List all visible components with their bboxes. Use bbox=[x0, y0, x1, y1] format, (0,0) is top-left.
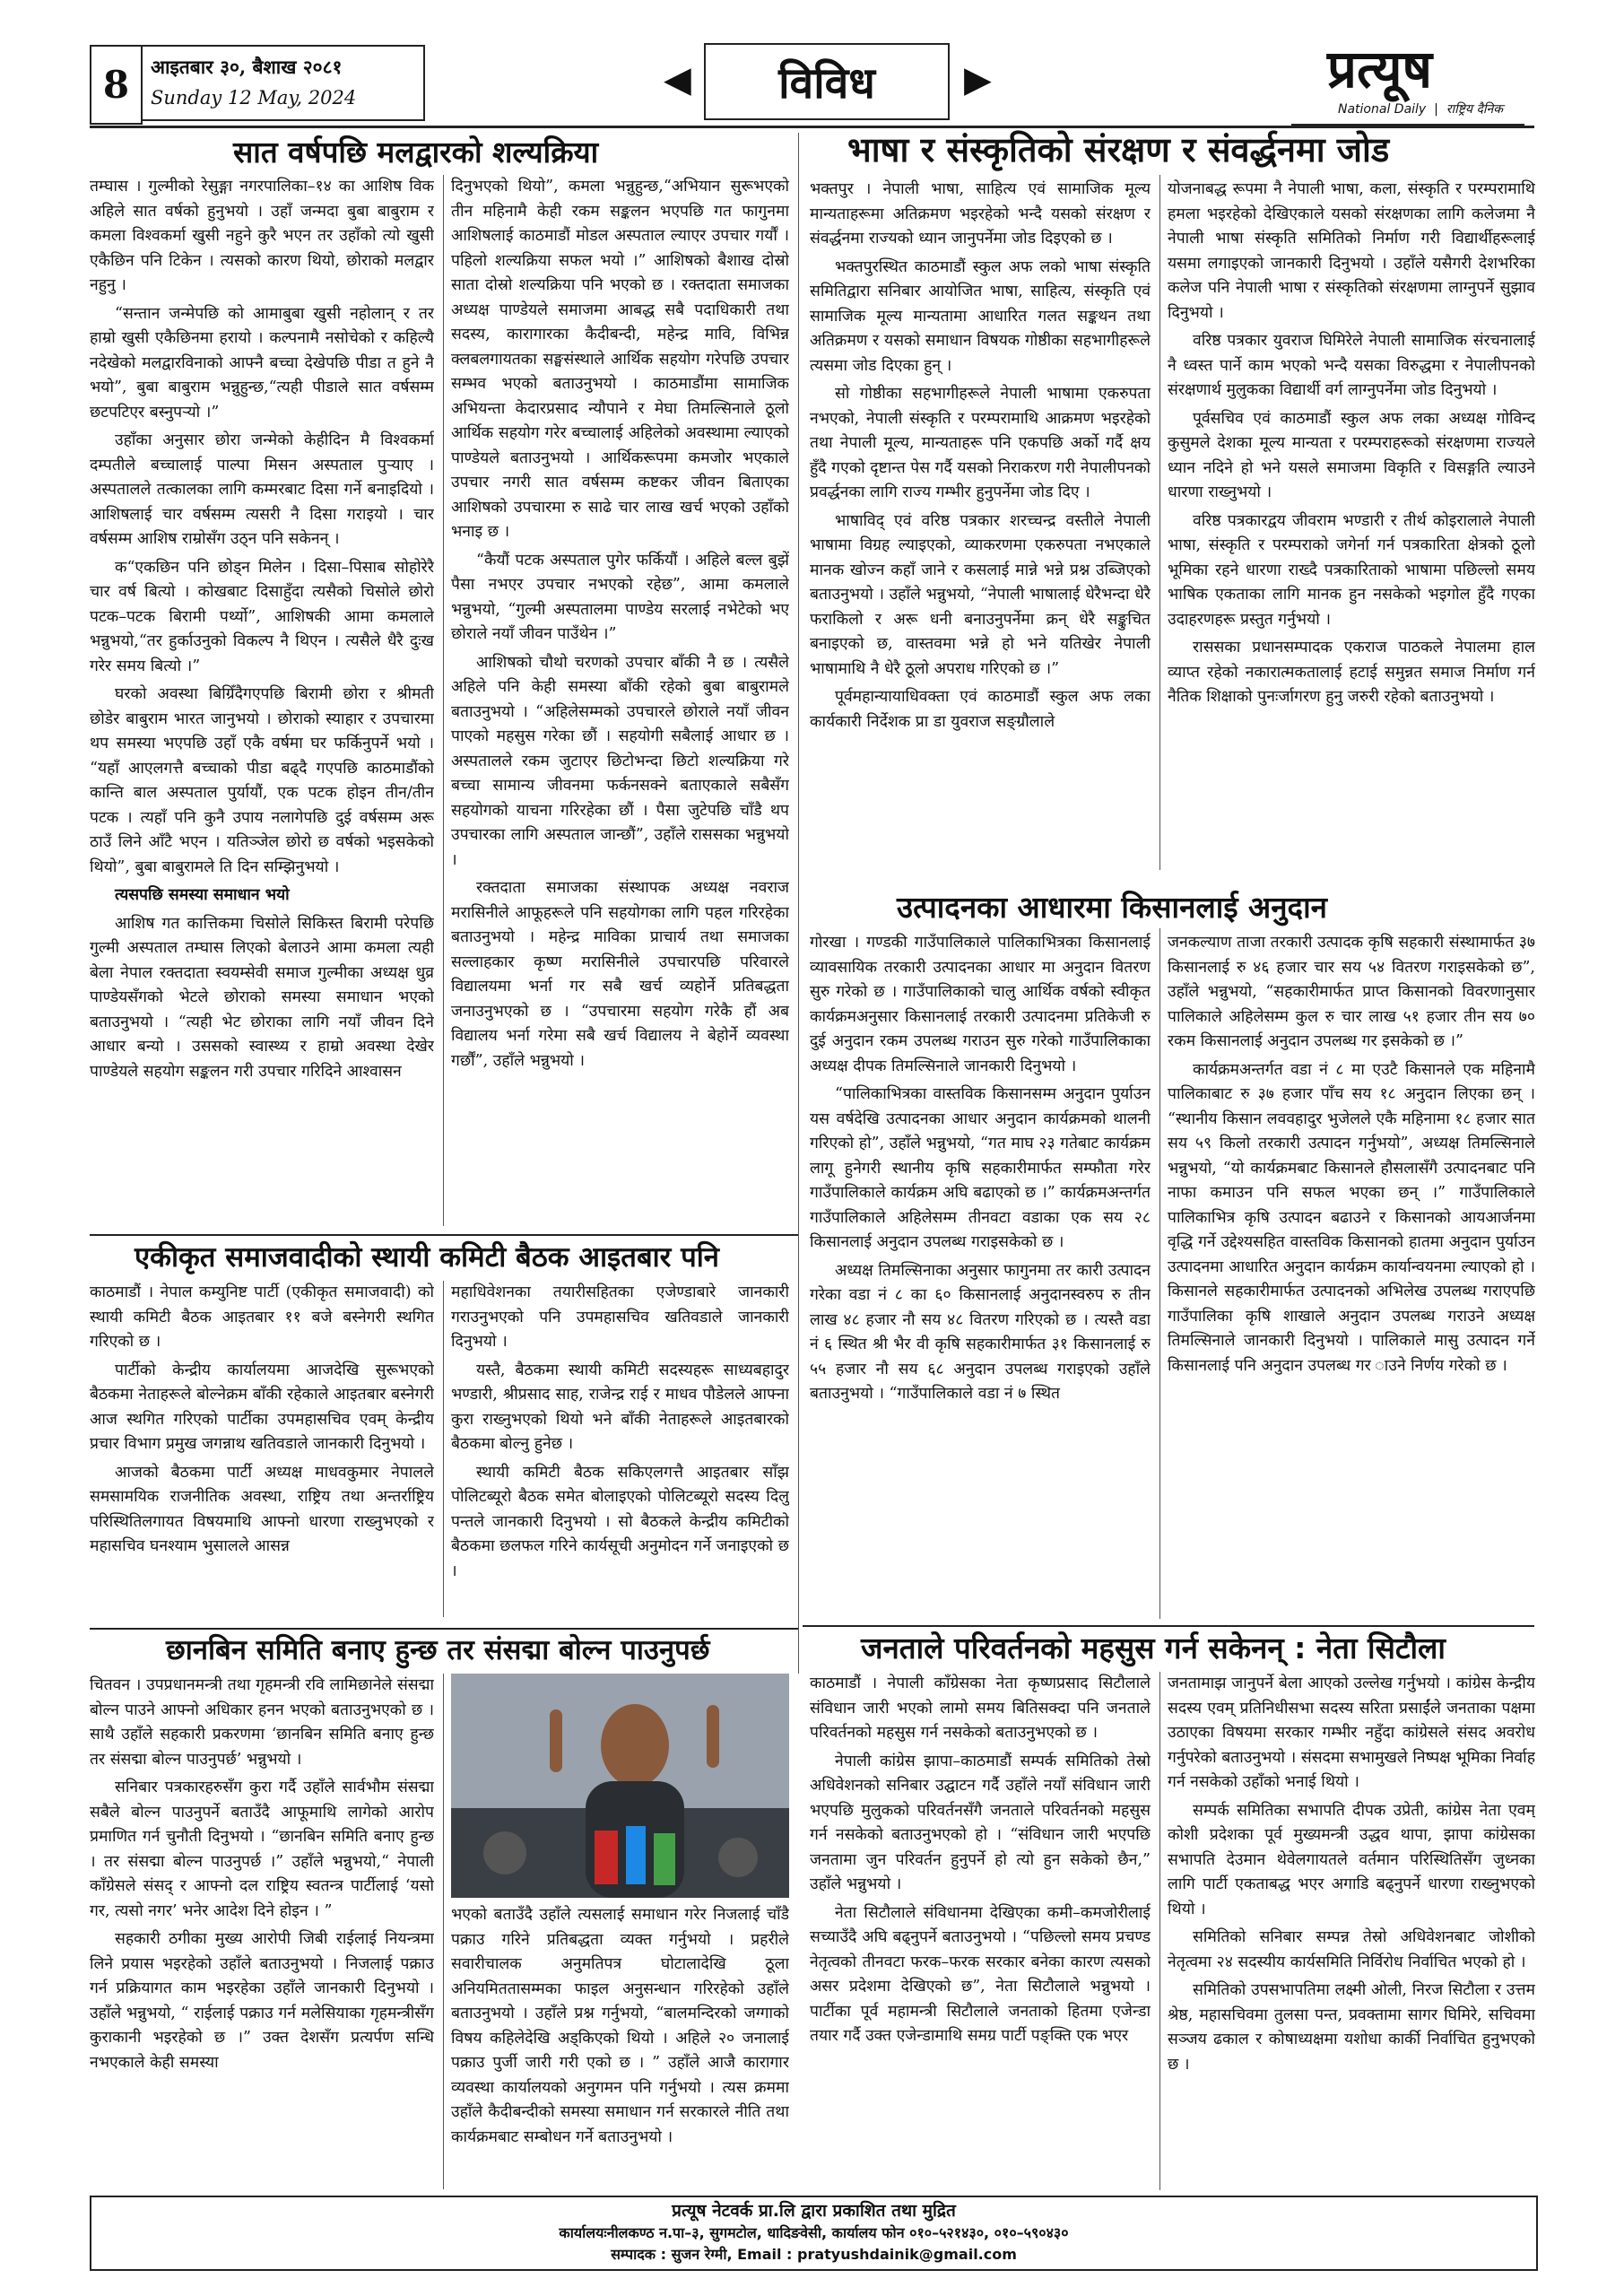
paragraph: दिनुभएको थियो”, कमला भन्नुहुन्छ,“अभियान सुरूभएको तीन महिनामै केही रकम सङ्कलन भएपछि गत फागुनमा आशिषलाई काठमाडौं मोडल अस्पताल ल्याएर उपचार गर्यौं । पहिलो शल्यक्रिया सफल भयो ।” आशिषको बैशाख दोस्रो साता दोस्रो शल्यक्रिया पनि भएको छ । रक्तदाता समाजका अध्यक्ष पाण्डेयले समाजमा आबद्ध सबै पदाधिकारी तथा सदस्य, कारागारका कैदीबन्दी, महेन्द्र मावि, विभिन्न क्लबलगायतका सङ्घसंस्थाले आर्थिक सहयोग गरेपछि उपचार सम्भव भएको बताउनुभयो । काठमाडौंमा सामाजिक अभियन्ता केदारप्रसाद न्यौपाने र मेघा तिमल्सिनाले ठूलो आर्थिक सहयोग गरेर बच्चालाई अहिलेको अवस्थामा ल्याएको पाण्डेयले बताउनुभयो । आर्थिकरूपमा कमजोर भएकाले उपचार नगरी सात वर्षसम्म कष्टकर जीवन बिताएका आशिषको उपचारमा रु साढे चार लाख खर्च भएको उहाँको भनाइ छ । bbox=[451, 178, 789, 541]
headline-language: भाषा र संस्कृतिको संरक्षण र संवर्द्धनमा जोड bbox=[847, 130, 1390, 170]
subheading: त्यसपछि समस्या समाधान भयो bbox=[115, 886, 290, 904]
paragraph: पूर्वसचिव एवं काठमाडौं स्कुल अफ लका अध्यक्ष गोविन्द कुसुमले देशका मूल्य मान्यता र परम्पराहरूको संरक्षणमा राज्यले ध्यान नदिने हो भने यसले समाजमा विकृति र विसङ्गति ल्याउने धारणा राख्नुभयो । bbox=[1168, 409, 1535, 501]
logo-subtitle: National Daily | राष्ट्रिय दैनिक bbox=[1338, 102, 1504, 117]
paragraph: राससका प्रधानसम्पादक एकराज पाठकले नेपालमा हाल व्याप्त रहेको नकारात्मकतालाई हटाई समुन्नत समाज निर्माण गर्न नैतिक शिक्षाको पुनःर्जागरण हुनु जरुरी रहेको बताउनुभयो । bbox=[1168, 639, 1535, 706]
paragraph: “कैयौं पटक अस्पताल पुगेर फर्कियौं । अहिले बल्ल बुझें पैसा नभएर उपचार नभएको रहेछ”, आमा कमलाले भन्नुभयो, “गुल्मी अस्पतालमा पाण्डेय सरलाई नभेटेको भए छोराले नयाँ जीवन पाउँथेन ।” bbox=[451, 551, 789, 643]
art4-col1 bbox=[90, 1281, 434, 1617]
paragraph: पूर्वमहान्यायाधिवक्ता एवं काठमाडौं स्कुल अफ लका कार्यकारी निर्देशक प्रा डा युवराज सङ्ग्रौलाले bbox=[810, 688, 1151, 731]
paragraph: पार्टीको केन्द्रीय कार्यालयमा आजदेखि सुरूभएको बैठकमा नेताहरूले बोल्नेक्रम बाँकी रहेकाले आइतबार बस्नेगरी आज स्थगित गरिएको पार्टीका उपमहासचिव एवम् केन्द्रीय प्रचार विभाग प्रमुख जगन्नाथ खतिवडाले जानकारी दिनुभयो । bbox=[90, 1361, 434, 1453]
paragraph: उहाँका अनुसार छोरा जन्मेको केहीदिन मै विश्वकर्मा दम्पतीले बच्चालाई पाल्पा मिसन अस्पताल पुऱ्याए । अस्पतालले तत्कालका लागि कम्मरबाट दिसा गर्ने बनाइदियो । आशिषलाई चार वर्षसम्म त्यसरी नै दिसा गराइयो । चार वर्षसम्म आशिष राम्रोसँग उठ्न पनि सकेनन् । bbox=[90, 431, 434, 548]
footer-editor: सम्पादक : सुजन रेग्मी, Email : pratyushdainik@gmail.com bbox=[611, 2246, 1017, 2263]
press-conference-photo bbox=[451, 1674, 789, 1898]
footer-publisher: प्रत्यूष नेटवर्क प्रा.लि द्वारा प्रकाशित तथा मुद्रित bbox=[672, 2201, 956, 2221]
paragraph: सो गोष्ठीका सहभागीहरूले नेपाली भाषामा एकरुपता नभएको, नेपाली संस्कृति र परम्परामाथि आक्रमण भइरहेको तथा नेपाली मूल्य, मान्यताहरू पनि एकपछि अर्को गर्दै क्षय हुँदै गएको दृष्टान्त पेस गर्दै यसको निराकरण गरी नेपालीपनको प्रवर्द्धनका लागि राज्य गम्भीर हुनुपर्नेमा जोड दिए । bbox=[810, 385, 1151, 501]
art5-col1 bbox=[90, 1674, 434, 2189]
speaker-photo-illustration bbox=[451, 1674, 789, 1898]
paragraph: रक्तदाता समाजका संस्थापक अध्यक्ष नवराज मरासिनीले आफूहरूले पनि सहयोगका लागि पहल गरिरहेका बताउनुभयो । महेन्द्र माविका प्राचार्य तथा समाजका सल्लाहकार कृष्ण मरासिनीले उपचारपछि परिवारले विद्यालयमा भर्ना गर सबै खर्च व्यहोर्ने प्रतिबद्धता जनाउनुभएको छ । “उपचारमा सहयोग गरेकै हौं अब विद्यालय भर्ना गरेमा सबै खर्च विद्यालय ने बेहोर्ने व्यवस्था गर्छौं”, उहाँले भन्नुभयो । bbox=[451, 879, 789, 1070]
headline-investigation-committee: छानबिन समिति बनाए हुन्छ तर संसद्मा बोल्न पाउनुपर्छ bbox=[166, 1634, 710, 1666]
logo-main: प्रत्यूष bbox=[1327, 39, 1432, 100]
paragraph: यस्तै, बैठकमा स्थायी कमिटी सदस्यहरू साध्यबहादुर भण्डारी, श्रीप्रसाद साह, राजेन्द्र राई र माधव पौडेलले आफ्ना कुरा राख्नुभएको थियो भने बाँकी नेताहरूले आइतबारको बैठकमा बोल्नु हुनेछ । bbox=[451, 1361, 789, 1453]
paragraph: कार्यक्रमअन्तर्गत वडा नं ८ मा एउटै किसानले एक महिनामै पालिकाबाट रु ३७ हजार पाँच सय १८ अनुदान लिएका छन् । “स्थानीय किसान लववहादुर भुजेलले एकै महिनामा १८ हजार सात सय ५९ किलो तरकारी उत्पादन गर्नुभयो”, अध्यक्ष तिमल्सिनाले भन्नुभयो, “यो कार्यक्रमबाट किसानले हौसलासँगै उत्पादनबाट पनि नाफा कमाउन पनि सफल भएका छन् ।” गाउँपालिकाले पालिकाभित्र कृषि उत्पादन बढाउने र किसानको आयआर्जनमा वृद्धि गर्ने उद्देश्यसहित वास्तविक किसानको हातमा अनुदान पुर्याउन उत्पादनमा आधारित अनुदान कार्यक्रम कार्यान्वयनमा ल्याएको हो । किसानले सहकारीमार्फत उत्पादनको अभिलेख उपलब्ध गराएपछि गाउँपालिका कृषि शाखाले अनुदान उपलब्ध गराउने अध्यक्ष तिमल्सिनाले जानकारी दिनुभयो । पालिकाले मासु उत्पादन गर्ने किसानलाई पनि अनुदान उपलब्ध गर ाउने निर्णय गरेको छ । bbox=[1168, 1060, 1535, 1375]
column-divider bbox=[1159, 175, 1160, 870]
column-divider bbox=[1159, 928, 1160, 1619]
art6-col2 bbox=[1168, 1672, 1535, 2190]
paragraph: नेता सिटौलाले संविधानमा देखिएका कमी–कमजोरीलाई सच्याउँदै अघि बढ्नुपर्ने बताउनुभयो । “पछिल्लो समय प्रचण्ड नेतृत्वको तीनवटा फरक–फरक सरकार बनेका कारण त्यसको असर प्रदेशमा देखिएको छ”, नेता सिटौलाले भन्नुभयो । पार्टीका पूर्व महामन्त्री सिटौलाले जनताको हितमा एजेन्डा तयार गर्दै उक्त एजेन्डामाथि समग्र पार्टी पङ्क्ति एक भएर bbox=[810, 1903, 1151, 2045]
art4-col2 bbox=[451, 1281, 789, 1617]
paragraph: जनकल्याण ताजा तरकारी उत्पादक कृषि सहकारी संस्थामार्फत ३७ किसानलाई रु ४६ हजार चार सय ५४ वितरण गराइसकेको छ”, उहाँले भन्नुभयो, “सहकारीमार्फत प्राप्त किसानको विवरणानुसार पालिकाले अहिलेसम्म कुल रु चार लाख ५१ हजार तीन सय ७० रकम किसानलाई अनुदान उपलब्ध गर इसकेको छ ।” bbox=[1168, 934, 1535, 1050]
paragraph: सनिबार पत्रकारहरुसँग कुरा गर्दै उहाँले सार्वभौम संसद्मा सबैले बोल्न पाउनुपर्ने बताउँदै आफूमाथि लागेको आरोप प्रमाणित गर्न चुनौती दिनुभयो । “छानबिन समिति बनाए हुन्छ । तर संसद्मा बोल्न पाउनुपर्छ ।” उहाँले भन्नुभयो,“ नेपाली काँग्रेसले संसद् र आफ्नो दल राष्ट्रिय स्वतन्त्र पार्टीलाई ‘यसो गर, त्यसो नगर’ भनेर आदेश दिने होइन । ” bbox=[90, 1779, 434, 1920]
paragraph: वरिष्ठ पत्रकारद्वय जीवराम भण्डारी र तीर्थ कोइरालाले नेपाली भाषा, संस्कृति र परम्पराको जगेर्ना गर्न पत्रकारिता क्षेत्रको ठूलो भूमिका रहने धारणा राख्दै पत्रकारिताको भाषामा पछिल्लो समय भाषिक एकताका लागि मानक हुन नसकेको भइगोल हुँदै गएका उदाहरणहरू प्रस्तुत गर्नुभयो । bbox=[1168, 511, 1535, 629]
headline-surgery: सात वर्षपछि मलद्वारको शल्यक्रिया bbox=[233, 135, 599, 170]
art2-col1 bbox=[810, 178, 1151, 877]
paragraph: भाषाविद् एवं वरिष्ठ पत्रकार शरच्चन्द्र वस्तीले नेपाली भाषामा विग्रह ल्याइएको, व्याकरणमा एकरुपता नभएकाले मानक खोज्न कहाँ जाने र कसलाई मान्ने भन्ने प्रश्न उब्जिएको बताउनुभयो । उहाँले भन्नुभयो, “नेपाली भाषालाई धेरैभन्दा धेरै फराकिलो र अरू धनी बनाउनुपर्नेमा क्रन् धेरै सङ्कुचित बनाइएको छ, वास्तवमा भन्ने हो भने यतिखेर नेपाली भाषामाथि नै धेरै ठूलो अपराध गरिएको छ ।” bbox=[810, 511, 1151, 678]
paragraph: समितिको सनिबार सम्पन्न तेस्रो अधिवेशनबाट जोशीको नेतृत्वमा २४ सदस्यीय कार्यसमिति निर्विरोध निर्वाचित भएको हो । bbox=[1168, 1928, 1535, 1971]
paragraph: क“एकछिन पनि छोड्न मिलेन । दिसा–पिसाब सोहोरेरै चार वर्ष बित्यो । कोखबाट दिसाहुँदा त्यसैको चिसोले छोरो पटक–पटक बिरामी पर्थ्यो”, आशिषकी आमा कमलाले भन्नुभयो,“तर हुर्काउनुको विकल्प नै थिएन । त्यसैले धैरै दुःख गरेर समय बित्यो ।” bbox=[90, 558, 434, 675]
paragraph: योजनाबद्ध रूपमा नै नेपाली भाषा, कला, संस्कृति र परम्परामाथि हमला भइरहेको देखिएकाले यसको संरक्षणका लागि कलेजमा नै नेपाली भाषा संस्कृति समितिको निर्माण गरी विद्यार्थीहरूलाई यसमा लगाइएको जानकारी दिनुभयो । उहाँले यसैगरी देशभरिका कलेज पनि नेपाली भाषा र संस्कृतिको संरक्षणमा लाग्नुपर्ने सुझाव दिनुभयो । bbox=[1168, 180, 1535, 322]
paragraph: वरिष्ठ पत्रकार युवराज घिमिरेले नेपाली सामाजिक संरचनालाई नै ध्वस्त पार्ने काम भएको भन्दै यसका विरुद्धमा र नेपालीपनको संरक्षणार्थ मुलुकका विद्यार्थी वर्ग लाग्नुपर्नेमा जोड दिनुभयो । bbox=[1168, 332, 1535, 399]
art1-col1 bbox=[90, 175, 434, 1233]
paragraph: अध्यक्ष तिमल्सिनाका अनुसार फागुनमा तर कारी उत्पादन गरेका वडा नं ८ का ६० किसानलाई अनुदानस्वरुप रु तीन लाख ४८ हजार नौ सय ४८ वितरण गरिएको छ । त्यस्तै वडा नं ६ स्थित श्री भैर वी कृषि सहकारीमार्फत ३१ किसानलाई रु ५५ हजार नौ सय ६८ अनुदान उपलब्ध गराइएको उहाँले बताउनुभयो । “गाउँपालिकाले वडा नं ७ स्थित bbox=[810, 1261, 1151, 1403]
left-arrow-icon: ◀ bbox=[664, 59, 691, 100]
section-rule bbox=[90, 1234, 798, 1236]
paragraph: सम्पर्क समितिका सभापति दीपक उप्रेती, कांग्रेस नेता एवम् कोशी प्रदेशका पूर्व मुख्यमन्त्री उद्धव थापा, झापा कांग्रेसका सभापति देउमान थेवेलगायतले वर्तमान परिस्थितिसँग जुध्नका लागि पार्टी एकताबद्ध भएर अगाडि बढ्नुपर्ने धारणा राख्नुभएको थियो । bbox=[1168, 1801, 1535, 1918]
paragraph: भक्तपुरस्थित काठमाडौं स्कुल अफ लको भाषा संस्कृति समितिद्वारा सनिबार आयोजित भाषा, साहित्य, संस्कृति एवं सामाजिक मूल्य मान्यतामा आधारित गलत सङ्कथन तथा अतिक्रमण र यसको समाधान विषयक गोष्ठीका सहभागीहरूले त्यसमा जोड दिएका हुन् । bbox=[810, 257, 1151, 375]
paragraph: महाधिवेशनका तयारीसहितका एजेण्डाबारे जानकारी गराउनुभएको पनि उपमहासचिव खतिवडाले जानकारी दिनुभयो । bbox=[451, 1283, 789, 1351]
paragraph: आशिषको चौथो चरणको उपचार बाँकी नै छ । त्यसैले अहिले पनि केही समस्या बाँकी रहेको बुबा बाबुरामले बताउनुभयो । “अहिलेसम्मको उपचारले छोराले नयाँ जीवन पाएको महसुस गरेका छौं । सहयोगी सबैलाई आधार छ । अस्पतालले रकम जुटाएर छिटोभन्दा छिटो शल्यक्रिया गरे बच्चा सामान्य जीवनमा फर्कनसक्ने बताएकाले सबैसँग सहयोगको याचना गरिरहेका छौं । पैसा जुटेपछि चाँडै थप उपचारका लागि अस्पताल जान्छौं”, उहाँले राससका भन्नुभयो । bbox=[451, 653, 789, 869]
paragraph: नेपाली कांग्रेस झापा–काठमाडौं सम्पर्क समितिको तेस्रो अधिवेशनको सनिबार उद्घाटन गर्दै उहाँले नयाँ संविधान जारी भएपछि मुलुकको परिवर्तनसँगै जनताले परिवर्तनको महसुस गर्न नसकेको बताउनुभएको हो । “संविधान जारी भएपछि जनतामा जुन परिवर्तन हुनुपर्ने हो त्यो हुन सकेको छैन,” उहाँले भन्नुभयो । bbox=[810, 1752, 1151, 1893]
date-english: Sunday 12 May, 2024 bbox=[151, 87, 357, 109]
art3-col1 bbox=[810, 931, 1151, 1626]
column-divider bbox=[443, 1674, 444, 2189]
column-divider bbox=[1159, 1672, 1160, 2190]
paragraph: भक्तपुर । नेपाली भाषा, साहित्य एवं सामाजिक मूल्य मान्यताहरूमा अतिक्रमण भइरहेको भन्दै यसको संरक्षण र संवर्द्धनमा राज्यको ध्यान जानुपर्नेमा जोड दिइएको छ । bbox=[810, 180, 1151, 248]
art5-col2 bbox=[451, 1903, 789, 2190]
section-title: विविध bbox=[704, 43, 950, 120]
paragraph: जनतामाझ जानुपर्ने बेला आएको उल्लेख गर्नुभयो । कांग्रेस केन्द्रीय सदस्य एवम् प्रतिनिधीसभा सदस्य सरिता प्रसाईंले जनताका पक्षमा उठाएका विषयमा सरकार गम्भीर नहुँदा कांग्रेसले संसद अवरोध गर्नुपरेको बताउनुभयो । संसदमा सभामुखले निष्पक्ष भूमिका निर्वाह गर्न नसकेको उहाँको भनाई थियो । bbox=[1168, 1674, 1535, 1791]
paragraph: सहकारी ठगीका मुख्य आरोपी जिबी राईलाई नियन्त्रमा लिने प्रयास भइरहेको उहाँले बताउनुभयो । निजलाई पक्राउ गर्न प्रक्रियागत काम भइरहेका उहाँले जानकारी दिनुभयो । उहाँले भन्नुभयो, “ राईलाई पक्राउ गर्न मलेसियाका गृहमन्त्रीसँग कुराकानी भइरहेको छ ।” उक्त देशसँग प्रत्यर्पण सन्धि नभएकाले केही समस्या bbox=[90, 1930, 434, 2072]
paragraph: स्थायी कमिटी बैठक सकिएलगत्तै आइतबार साँझ पोलिटब्यूरो बैठक समेत बोलाइएको पोलिटब्यूरो सदस्य दिलु पन्तले जानकारी दिनुभयो । सो बैठकले केन्द्रीय कमिटीको बैठकमा छलफल गरिने कार्यसूची अनुमोदन गर्ने जनाइएको छ । bbox=[451, 1463, 789, 1580]
paragraph: काठमाडौं । नेपाली काँग्रेसका नेता कृष्णप्रसाद सिटौलाले संविधान जारी भएको लामो समय बितिसक्दा पनि जनताले परिवर्तनको महसुस गर्न नसकेको बताउनुभएको छ । bbox=[810, 1674, 1151, 1742]
paragraph: घरको अवस्था बिग्रिँदैगएपछि बिरामी छोरा र श्रीमती छोडेर बाबुराम भारत जानुभयो । छोराको स्याहार र उपचारमा थप समस्या भएपछि उहाँ एकै वर्षमा घर फर्किनुपर्ने भयो । “यहाँ आएलगत्तै बच्चाको पीडा बढ्दै गएपछि काठमाडौंको कान्ति बाल अस्पताल पुर्यायौं, एक पटक होइन तीन/तीन पटक । त्यहाँ पनि कुनै उपाय नलागेपछि दुई वर्षसम्म अरू ठाउँ लिने आँटै भएन । यतिञ्जेल छोरो छ वर्षको भइसकेको थियो”, बुबा बाबुरामले ति दिन सम्झिनुभयो । bbox=[90, 685, 434, 876]
date-nepali: आइतबार ३०, बैशाख २०८१ bbox=[151, 56, 343, 78]
art1-col2 bbox=[451, 175, 789, 1233]
paragraph: “सन्तान जन्मेपछि को आमाबुबा खुसी नहोलान् र तर हाम्रो खुसी एकैछिनमा हरायो । कल्पनामै नसोचेको र कहिल्यै नदेखेको मलद्वारविनाको आफ्नै बच्चा देखेपछि पीडा त हुने नै भयो”, बुबा बाबुराम भन्नुहुन्छ,“त्यही पीडाले सात वर्षसम्म छटपटिएर बस्नुपर्‍यो ।” bbox=[90, 304, 434, 422]
section-rule bbox=[90, 1628, 798, 1630]
paragraph: काठमाडौं । नेपाल कम्युनिष्ट पार्टी (एकीकृत समाजवादी) को स्थायी कमिटी बैठक आइतबार ११ बजे बस्नेगरी स्थगित गरिएको छ । bbox=[90, 1283, 434, 1351]
date-box bbox=[142, 45, 425, 121]
headline-farmer-subsidy: उत्पादनका आधारमा किसानलाई अनुदान bbox=[897, 890, 1327, 925]
paragraph: चितवन । उपप्रधानमन्त्री तथा गृहमन्त्री रवि लामिछानेले संसद्मा बोल्न पाउने आफ्नो अधिकार हनन भएको बताउनुभएको छ । साथै उहाँले सहकारी प्रकरणमा ‘छानबिन समिति बनाए हुन्छ तर संसद्मा बोल्न पाउनुपर्छ’ भन्नुभयो । bbox=[90, 1676, 434, 1769]
newspaper-logo bbox=[1291, 38, 1524, 126]
art3-col2 bbox=[1168, 931, 1535, 1626]
paragraph: तम्घास । गुल्मीको रेसुङ्गा नगरपालिका–१४ का आशिष विक अहिले सात वर्षको हुनुभयो । उहाँ जन्मदा बुबा बाबुराम र कमला विश्वकर्मा खुसी नहुने कुरै भएन तर उहाँको त्यो खुसी एकैछिन पनि टिकेन । त्यसको कारण थियो, छोराको मलद्वार नहुनु । bbox=[90, 178, 434, 294]
paragraph: समितिको उपसभापतिमा लक्ष्मी ओली, निरज सिटौला र उत्तम श्रेष्ठ, महासचिवमा तुलसा पन्त, प्रवक्तामा सागर घिमिरे, सचिवमा सञ्जय ढकाल र कोषाध्यक्षमा यशोधा कार्की निर्वाचित हुनुभएको छ । bbox=[1168, 1981, 1535, 2074]
art6-col1 bbox=[810, 1672, 1151, 2190]
page-number: 8 bbox=[90, 45, 143, 125]
headline-unified-socialist: एकीकृत समाजवादीको स्थायी कमिटी बैठक आइतबार पनि bbox=[135, 1241, 719, 1274]
footer-address: कार्यालयःनीलकण्ठ न.पा–३, सुगमटोल, धादिङवेसी, कार्यालय फोन ०१०–५२१४३०, ०१०–५९०४३० bbox=[559, 2224, 1069, 2241]
paragraph: आजको बैठकमा पार्टी अध्यक्ष माधवकुमार नेपालले समसामयिक राजनीतिक अवस्था, राष्ट्रिय तथा अन्तर्राष्ट्रिय परिस्थितिलगायत विषयमाथि आफ्नो धारणा राख्नुभएको र महासचिव घनश्याम भुसालले आसन्न bbox=[90, 1463, 434, 1555]
paragraph: भएको बताउँदै उहाँले त्यसलाई समाधान गरेर निजलाई चाँडै पक्राउ गरिने प्रतिबद्धता व्यक्त गर्नुभयो । प्रहरीले सवारीचालक अनुमतिपत्र घोटालादेखि ठूला अनियमिततासम्मका फाइल अनुसन्धान गरिरहेको उहाँले बताउनुभयो । उहाँले प्रश्न गर्नुभयो, “बालमन्दिरको जग्गाको विषय कहिलेदेखि अड्किएको थियो । अहिले २० जनालाई पक्राउ पुर्जी जारी गरी एको छ । ” उहाँले आजै कारागार व्यवस्था कार्यालयको अनुगमन पनि गर्नुभयो । त्यस क्रममा उहाँले कैदीबन्दीको समस्या समाधान गर्न सरकारले नीति तथा कार्यक्रमबाट सम्बोधन गर्ने बताउनुभयो । bbox=[451, 1906, 789, 2146]
paragraph: आशिष गत कात्तिकमा चिसोले सिकिस्त बिरामी परेपछि गुल्मी अस्पताल तम्घास लिएको बेलाउने आमा कमला त्यही बेला नेपाल रक्तदाता स्वयम्सेवी समाज गुल्मीका अध्यक्ष धुव्र पाण्डेयसँगको भेटले छोराको समस्या समाधान भएको बताउनुभयो । “त्यही भेट छोराका लागि नयाँ जीवन दिने आधार बन्यो । उससको स्वास्थ्य र हाम्रो अवस्था देखेर पाण्डेयले सहयोग सङ्कलन गरी उपचार गरिदिने आश्वासन bbox=[90, 914, 434, 1081]
column-divider bbox=[798, 133, 799, 1674]
paragraph: गोरखा । गण्डकी गाउँपालिकाले पालिकाभित्रका किसानलाई व्यावसायिक तरकारी उत्पादनका आधार मा अनुदान वितरण सुरु गरेको छ । गाउँपालिकाको चालु आर्थिक वर्षको स्वीकृत कार्यक्रमअनुसार किसानलाई तरकारी उत्पादनमा प्रतिकेजी रु दुई अनुदान रकम उपलब्ध गराउन सुरु गरेको गाउँपालिकाका अध्यक्ष दीपक तिमल्सिनाले जानकारी दिनुभयो । bbox=[810, 934, 1151, 1075]
right-arrow-icon: ▶ bbox=[964, 59, 992, 100]
paragraph: “पालिकाभित्रका वास्तविक किसानसम्म अनुदान पुर्याउन यस वर्षदेखि उत्पादनका आधार अनुदान कार्यक्रमको थालनी गरिएको हो”, उहाँले भन्नुभयो, “गत माघ २३ गतेबाट कार्यक्रम लागू हुनेगरी स्थानीय कृषि सहकारीमार्फत सम्फौता गरेर गाउँपालिकाले कार्यक्रम अघि बढाएको छ ।” कार्यक्रमअन्तर्गत गाउँपालिकाले अहिलेसम्म तीनवटा वडाका एक सय २८ किसानलाई अनुदान उपलब्ध गराइसकेको छ । bbox=[810, 1085, 1151, 1251]
column-divider bbox=[443, 1281, 444, 1617]
publisher-footer bbox=[90, 2196, 1538, 2271]
art2-col2 bbox=[1168, 178, 1535, 877]
column-divider bbox=[443, 175, 444, 1226]
headline-sitaula: जनताले परिवर्तनको महसुस गर्न सकेनन् : नेता सिटौला bbox=[861, 1631, 1446, 1665]
